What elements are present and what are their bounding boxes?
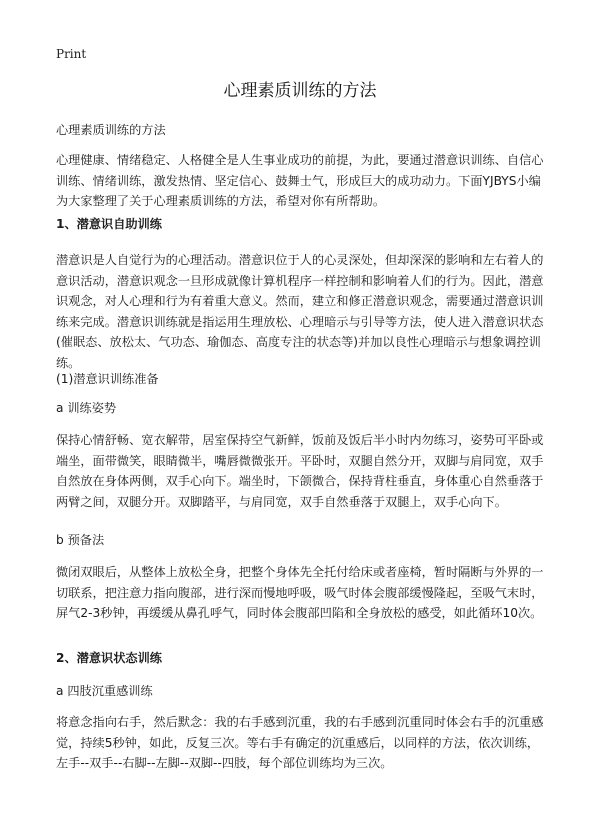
- limb-heaviness-label: a 四肢沉重感训练: [56, 684, 153, 698]
- posture-paragraph: 保持心情舒畅、宽衣解带，居室保持空气新鲜，饭前及饭后半小时内勿练习，姿势可平卧或端坐，面带微笑，眼睛微半，嘴唇微微张开。平卧时，双腿自然分开，双脚与肩同宽，双手自然放在身体两侧，双手心向下。端坐时，下颌微合，保持背柱垂直，身体重心自然垂落于两臂之间，双腿分开。双脚踏平，与肩同宽，双手自然垂落于双腿上，双手心向下。: [56, 433, 544, 509]
- page-title: 心理素质训练的方法: [223, 81, 377, 101]
- preparation-label: b 预备法: [56, 533, 105, 547]
- print-link[interactable]: Print: [56, 47, 87, 61]
- preparation-paragraph: 微闭双眼后，从整体上放松全身，把整个身体先全托付给床或者座椅，暂时隔断与外界的一切联系，把注意力指向腹部，进行深而慢地呼吸，吸气时体会腹部缓慢隆起，至吸气末时，屏气2-3秒钟，再缓缓从鼻孔呼气，同时体会腹部凹陷和全身放松的感受，如此循环10次。: [56, 565, 544, 620]
- section1-heading: 1、潜意识自助训练: [56, 217, 162, 231]
- intro-paragraph: 心理健康、情绪稳定、人格健全是人生事业成功的前提，为此，要通过潜意识训练、自信心训练、情绪训练，激发热情、坚定信心、鼓舞士气，形成巨大的成功动力。下面YJBYS小编为大家整理了关于心理素质训练的方法，希望对你有所帮助。: [56, 153, 544, 208]
- posture-label: a 训练姿势: [56, 401, 117, 415]
- section1-subheading: (1)潜意识训练准备: [56, 372, 159, 386]
- section1-paragraph: 潜意识是人自觉行为的心理活动。潜意识位于人的心灵深处，但却深深的影响和左右着人的意识活动，潜意识观念一旦形成就像计算机程序一样控制和影响着人们的行为。因此，潜意识观念，对人心理和行为有着重大意义。然而，建立和修正潜意识观念，需要通过潜意识训练来完成。潜意识训练就是指运用生理放松、心理暗示与引导等方法，使人进入潜意识状态(催眠态、放松太、气功态、瑜伽态、高度专注的状态等)并加以良性心理暗示与想象调控训练。: [56, 253, 544, 370]
- limb-heaviness-paragraph: 将意念指向右手，然后默念：我的右手感到沉重，我的右手感到沉重同时体会右手的沉重感觉，持续5秒钟，如此，反复三次。等右手有确定的沉重感后，以同样的方法，依次训练，左手--双手--右脚--左脚--双脚--四肢，每个部位训练均为三次。: [56, 715, 544, 770]
- section2-heading: 2、潜意识状态训练: [56, 651, 162, 665]
- subtitle: 心理素质训练的方法: [56, 123, 166, 137]
